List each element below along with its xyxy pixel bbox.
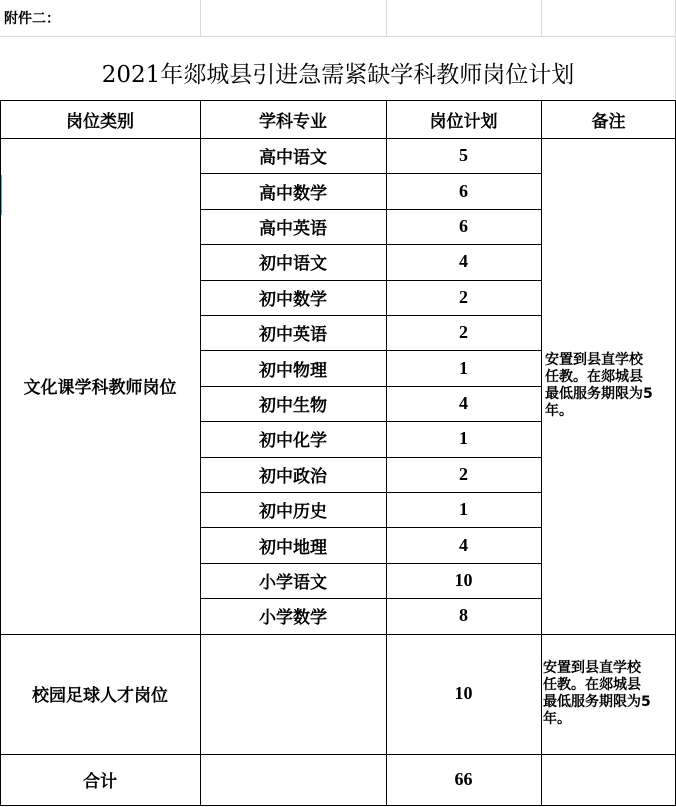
total-label: 合计 [83,771,117,792]
attachment-label: 附件二： [4,11,60,27]
column-border [541,100,542,806]
count-cell: 5 [459,145,468,166]
subject-cell: 初中英语 [259,325,327,346]
subject-cell: 初中化学 [259,431,327,452]
remark-line: 任教。在郯城县 [545,368,643,385]
subject-cell: 初中数学 [259,289,327,310]
table-border [0,805,676,806]
subject-cell: 初中地理 [259,537,327,558]
sheet-gridline [386,0,387,36]
sheet-gridline [200,0,201,36]
count-cell: 2 [459,286,468,307]
remark-line: 最低服务期限为5 [543,693,651,710]
count-cell: 4 [459,392,468,413]
subject-cell [200,634,386,754]
remark-cell [543,660,674,728]
document-title: 2021年郯城县引进急需紧缺学科教师岗位计划 [101,61,575,88]
subject-cell: 小学数学 [259,608,327,629]
sheet-gridline [0,36,676,37]
column-header: 岗位类别 [66,111,134,132]
count-cell: 4 [459,251,468,272]
remark-line: 年。 [545,402,573,419]
count-cell: 10 [454,683,473,704]
count-cell: 2 [459,463,468,484]
count-cell: 2 [459,322,468,343]
remark-line: 安置到县直学校 [543,659,641,676]
subject-cell: 初中政治 [259,466,327,487]
subject-cell: 初中生物 [259,395,327,416]
count-cell: 6 [459,215,468,236]
remark-line: 年。 [543,710,571,727]
count-cell: 10 [454,569,473,590]
count-cell: 6 [459,180,468,201]
count-cell: 1 [459,499,468,520]
subject-cell: 高中语文 [259,148,327,169]
remark-line: 最低服务期限为5 [545,385,653,402]
subject-cell: 高中数学 [259,183,327,204]
category-cell: 校园足球人才岗位 [32,686,168,707]
count-cell: 4 [459,534,468,555]
column-header: 备注 [591,111,626,132]
remark-line: 安置到县直学校 [545,351,643,368]
remark-cell [545,352,674,420]
total-count: 66 [454,768,473,789]
count-cell: 1 [459,357,468,378]
sheet-gridline [541,0,542,36]
subject-cell: 初中物理 [259,360,327,381]
remark-line: 任教。在郯城县 [543,676,641,693]
category-cell: 文化课学科教师岗位 [23,378,177,399]
count-cell: 1 [459,428,468,449]
column-header: 学科专业 [259,111,327,132]
subject-cell: 小学语文 [259,572,327,593]
subject-cell: 初中历史 [259,502,327,523]
column-header: 岗位计划 [429,111,498,132]
count-cell: 8 [459,605,468,626]
subject-cell: 初中语文 [259,254,327,275]
subject-cell: 高中英语 [259,218,327,239]
